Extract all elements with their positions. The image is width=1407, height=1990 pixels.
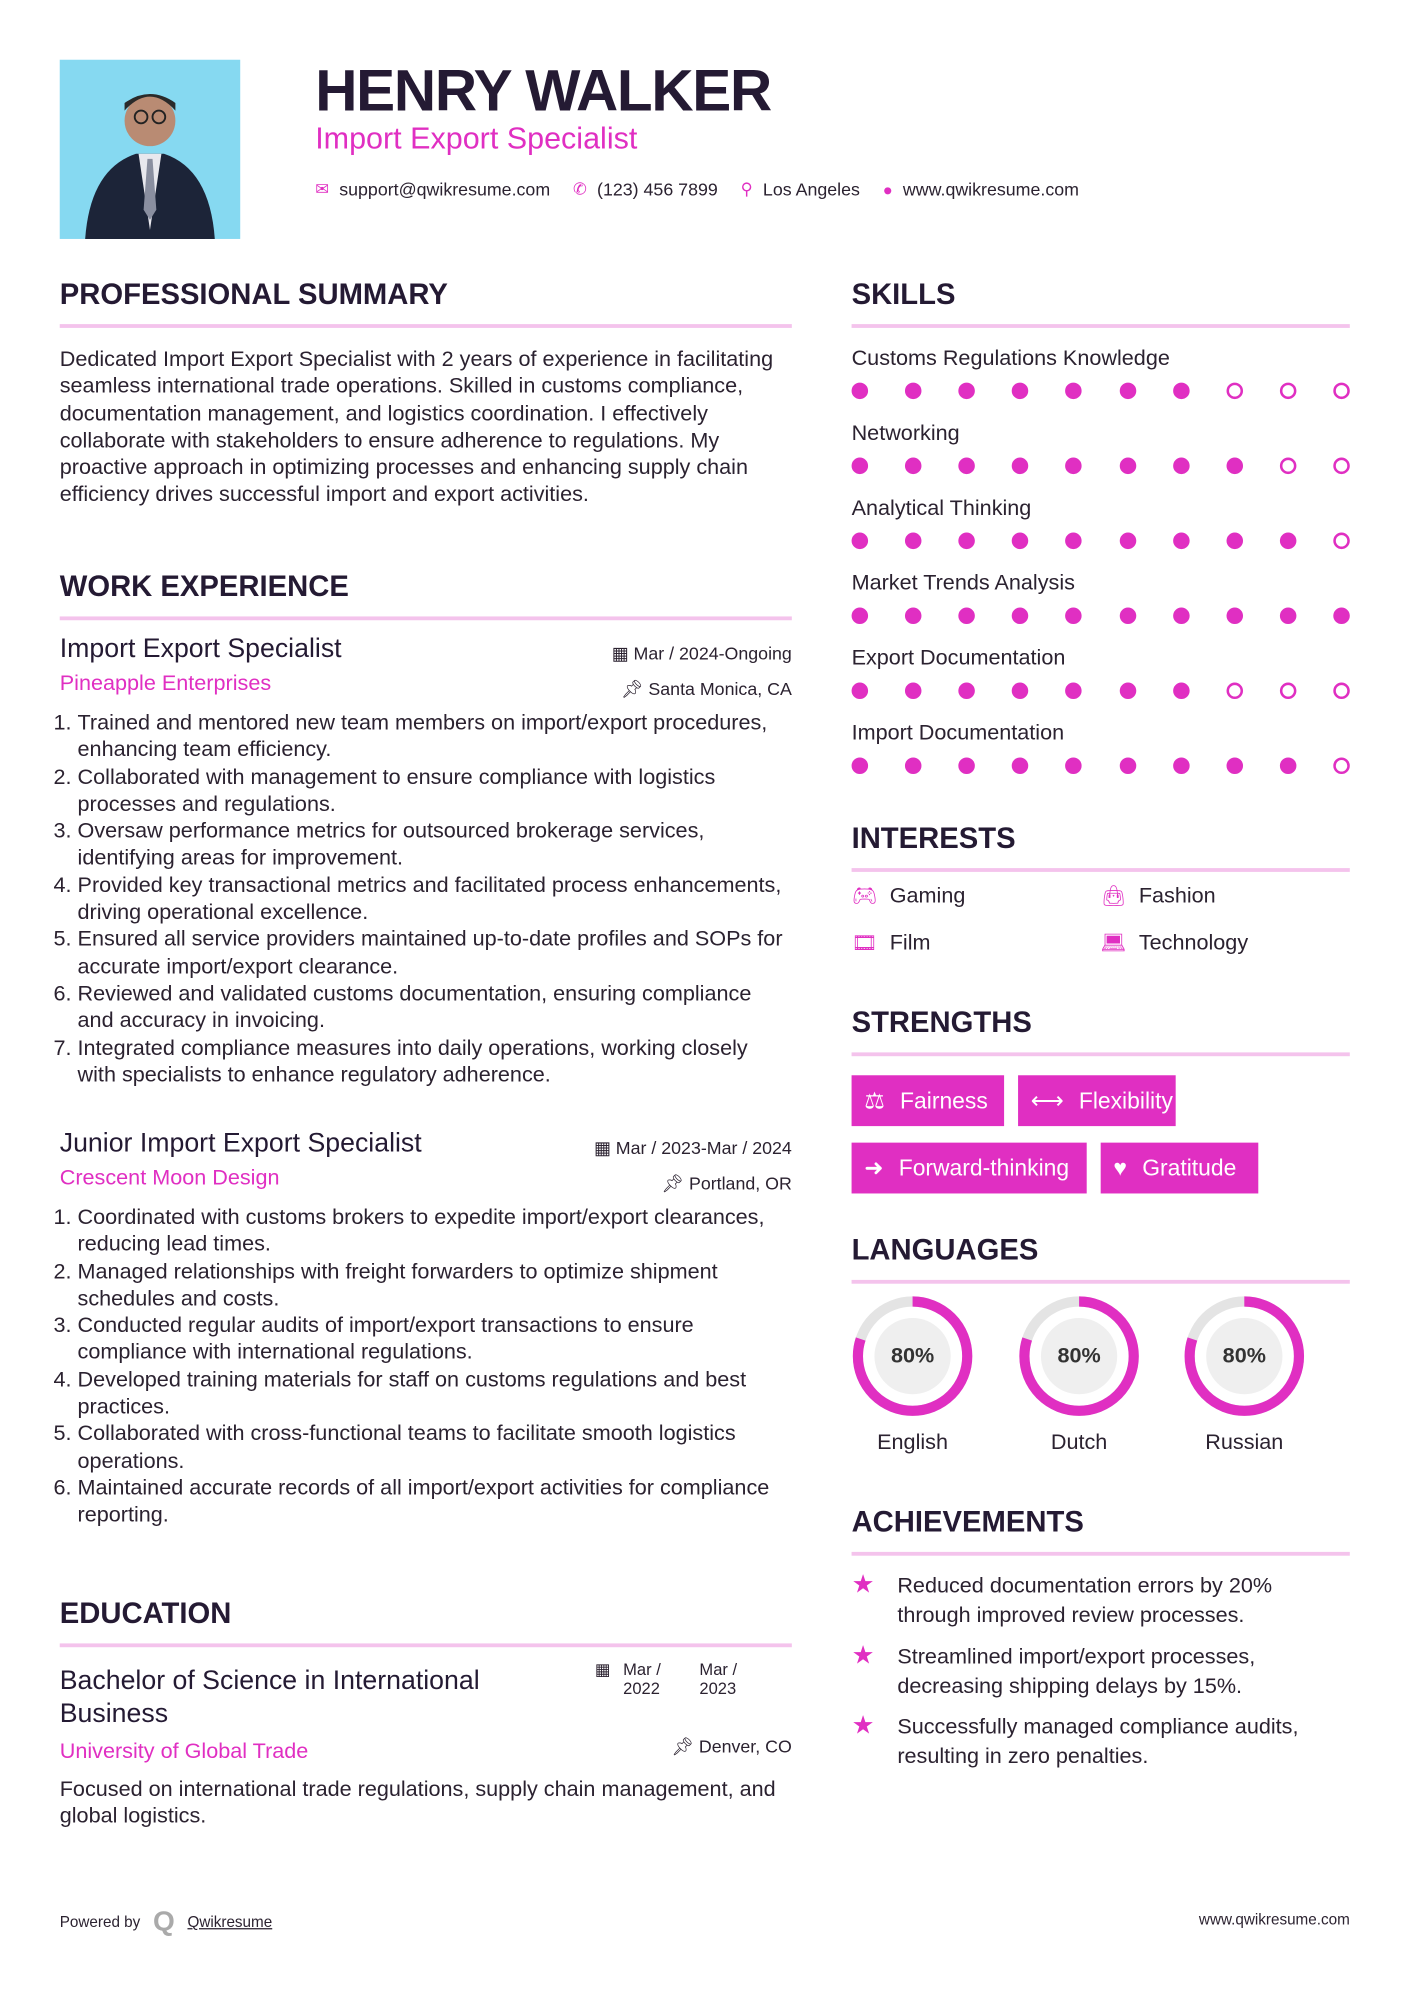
email-icon: ✉: [315, 179, 330, 199]
languages-section: [852, 1233, 1350, 1462]
skill-rating: [852, 533, 1350, 550]
brand-link[interactable]: Qwikresume: [187, 1912, 273, 1931]
rating-dot-filled: [1066, 758, 1083, 775]
bullet: 6. Reviewed and validated customs documentation, ensuring compliance and accuracy in invoicing.: [78, 980, 792, 1034]
rating-dot-filled: [1280, 608, 1297, 625]
education-heading: EDUCATION: [59, 1596, 232, 1630]
divider: [852, 868, 1350, 872]
bullet: 5. Ensured all service providers maintained up-to-date profiles and SOPs for accurate import/export clearance.: [78, 926, 792, 980]
job-date: ▦ Mar / 2023-Mar / 2024: [594, 1137, 792, 1158]
divider: [852, 1052, 1350, 1056]
job-bullets: [60, 709, 792, 1088]
rating-dot-filled: [1173, 383, 1190, 400]
skills-section: [852, 277, 1350, 796]
rating-dot-filled: [959, 608, 976, 625]
skill-name: Import Documentation: [851, 720, 1065, 745]
achievement-item: ★ Streamlined import/export processes, decreasing shipping delays by 15%.: [852, 1642, 1330, 1700]
rating-dot-filled: [959, 383, 976, 400]
rating-dot-filled: [959, 533, 976, 550]
divider: [852, 1552, 1350, 1556]
company-name: Pineapple Enterprises: [59, 671, 272, 696]
degree-title: Bachelor of Science in International Business: [59, 1666, 480, 1729]
film-icon: 🎞︎: [851, 932, 878, 955]
achievements-heading: ACHIEVEMENTS: [851, 1504, 1084, 1538]
footer-url[interactable]: www.qwikresume.com: [1198, 1910, 1350, 1929]
star-icon: ★: [851, 1712, 875, 1740]
languages-heading: LANGUAGES: [851, 1232, 1039, 1266]
skill-name: Market Trends Analysis: [851, 570, 1075, 595]
laptop-icon: 💻︎: [1100, 932, 1127, 955]
rating-dot-filled: [1173, 608, 1190, 625]
strengths-section: [852, 1005, 1350, 1208]
candidate-name: HENRY WALKER: [315, 57, 771, 124]
summary-section: [60, 277, 792, 508]
strength-forward-thinking: ➜ Forward-thinking: [852, 1143, 1087, 1194]
skill-item: [852, 721, 1350, 796]
phone-icon: ✆: [573, 179, 587, 199]
job-bullets: [60, 1204, 792, 1529]
rating-dot-empty: [1333, 758, 1350, 775]
rating-dot-empty: [1280, 683, 1297, 700]
rating-dot-filled: [1012, 458, 1029, 475]
strength-fairness: ⚖ Fairness: [852, 1075, 1005, 1126]
skill-rating: [852, 383, 1350, 400]
bullet: 5. Collaborated with cross-functional teams to facilitate smooth logistics operations.: [78, 1420, 792, 1474]
achievements-section: [852, 1505, 1350, 1785]
rating-dot-filled: [1173, 533, 1190, 550]
rating-dot-filled: [852, 458, 869, 475]
bullet: 1. Trained and mentored new team members on import/export procedures, enhancing team efficiency.: [78, 709, 792, 763]
qwikresume-logo-icon: Q: [152, 1905, 175, 1938]
skill-item: [852, 496, 1350, 571]
calendar-icon: ▦: [594, 1137, 616, 1158]
rating-dot-empty: [1226, 683, 1243, 700]
pin-icon: 📌︎: [671, 1736, 699, 1757]
website-link[interactable]: www.qwikresume.com: [902, 179, 1079, 200]
skills-heading: SKILLS: [851, 277, 956, 311]
bullet: 3. Oversaw performance metrics for outsourced brokerage services, identifying areas for improvement.: [78, 817, 792, 871]
interests-heading: INTERESTS: [851, 821, 1016, 855]
rating-dot-filled: [905, 458, 922, 475]
education-section: [60, 1596, 792, 1829]
location-pin-icon: ⚲: [740, 179, 753, 199]
rating-dot-filled: [1012, 533, 1029, 550]
divider: [852, 324, 1350, 328]
bullet: 4. Developed training materials for staff on customs regulations and best practices.: [78, 1366, 792, 1420]
rating-dot-filled: [1226, 458, 1243, 475]
school-name: University of Global Trade: [59, 1738, 309, 1763]
pin-icon: 📌︎: [661, 1173, 689, 1194]
globe-icon: ●: [882, 179, 893, 199]
rating-dot-empty: [1333, 383, 1350, 400]
bullet: 4. Provided key transactional metrics and facilitated process enhancements, driving operational excellence.: [78, 872, 792, 926]
job-location: 📌︎ Santa Monica, CA: [620, 678, 792, 700]
rating-dot-empty: [1333, 533, 1350, 550]
skill-item: [852, 346, 1350, 421]
rating-dot-filled: [1012, 758, 1029, 775]
job-title: Junior Import Export Specialist: [59, 1128, 422, 1158]
skill-rating: [852, 458, 1350, 475]
language-name: English: [877, 1429, 949, 1455]
experience-section: [60, 569, 792, 620]
rating-dot-filled: [1226, 608, 1243, 625]
footer-powered: Powered by Q Qwikresume: [59, 1905, 273, 1938]
interest-technology: 💻︎ Technology: [1100, 930, 1249, 955]
star-icon: ★: [851, 1642, 875, 1671]
rating-dot-filled: [1280, 533, 1297, 550]
calendar-icon: ▦: [594, 1659, 611, 1679]
rating-dot-filled: [905, 683, 922, 700]
interest-gaming: 🎮︎ Gaming: [851, 883, 966, 908]
language-name: Dutch: [1050, 1429, 1108, 1455]
email-link[interactable]: support@qwikresume.com: [339, 179, 551, 200]
rating-dot-filled: [959, 683, 976, 700]
rating-dot-filled: [1119, 458, 1136, 475]
rating-dot-filled: [1066, 608, 1083, 625]
achievement-item: ★ Reduced documentation errors by 20% through improved review processes.: [852, 1571, 1330, 1629]
skill-item: [852, 571, 1350, 646]
language-percent: 80%: [1222, 1343, 1266, 1368]
job-entry: [60, 1129, 792, 1529]
rating-dot-filled: [1066, 458, 1083, 475]
divider: [60, 1643, 792, 1647]
language-russian: [1183, 1295, 1305, 1455]
summary-text: Dedicated Import Export Specialist with 2 years of experience in facilitating seamless international trade operations. Skilled in customs compliance, documentation management, and logistics coordination. I effectively collaborate with stakeholders to ensure adherence to regulations. My proactive approach in optimizing processes and enhancing supply chain efficiency drives successful import and export activities.: [59, 346, 774, 507]
strength-gratitude: ♥ Gratitude: [1101, 1143, 1259, 1194]
language-percent: 80%: [1057, 1343, 1101, 1368]
job-title: Import Export Specialist: [59, 634, 342, 664]
profile-photo: [60, 60, 240, 239]
rating-dot-filled: [852, 533, 869, 550]
rating-dot-empty: [1280, 383, 1297, 400]
rating-dot-filled: [852, 383, 869, 400]
skill-item: [852, 421, 1350, 496]
rating-dot-filled: [1119, 383, 1136, 400]
rating-dot-filled: [1012, 383, 1029, 400]
skill-rating: [852, 758, 1350, 775]
skill-name: Analytical Thinking: [851, 495, 1032, 520]
phone-text: (123) 456 7899: [597, 179, 718, 200]
skill-rating: [852, 608, 1350, 625]
language-english: [852, 1295, 974, 1455]
rating-dot-filled: [1173, 683, 1190, 700]
rating-dot-filled: [1119, 758, 1136, 775]
language-percent: 80%: [890, 1343, 935, 1368]
rating-dot-filled: [1012, 608, 1029, 625]
gamepad-icon: 🎮︎: [851, 885, 878, 908]
rating-dot-filled: [852, 683, 869, 700]
rating-dot-filled: [1119, 683, 1136, 700]
strengths-heading: STRENGTHS: [851, 1005, 1032, 1039]
interest-fashion: 👜︎ Fashion: [1100, 883, 1216, 908]
rating-dot-filled: [959, 458, 976, 475]
rating-dot-filled: [1333, 608, 1350, 625]
rating-dot-filled: [1119, 533, 1136, 550]
language-dutch: [1018, 1295, 1140, 1455]
divider: [60, 324, 792, 328]
bullet: 3. Conducted regular audits of import/export transactions to ensure compliance with international regulations.: [78, 1312, 792, 1366]
summary-heading: PROFESSIONAL SUMMARY: [59, 277, 448, 311]
experience-heading: WORK EXPERIENCE: [59, 569, 349, 603]
skill-name: Export Documentation: [851, 645, 1066, 670]
company-name: Crescent Moon Design: [59, 1165, 280, 1190]
interest-film: 🎞︎ Film: [851, 930, 931, 955]
bullet: 1. Coordinated with customs brokers to expedite import/export clearances, reducing lead times.: [78, 1204, 792, 1258]
interests-section: [852, 821, 1350, 974]
language-name: Russian: [1205, 1429, 1284, 1455]
education-description: Focused on international trade regulations, supply chain management, and global logistics.: [59, 1776, 776, 1829]
divider: [60, 616, 792, 620]
rating-dot-filled: [1066, 683, 1083, 700]
achievement-item: ★ Successfully managed compliance audits, resulting in zero penalties.: [852, 1712, 1343, 1770]
skill-name: Customs Regulations Knowledge: [851, 345, 1170, 370]
bullet: 2. Managed relationships with freight forwarders to optimize shipment schedules and costs.: [78, 1258, 792, 1312]
skill-rating: [852, 683, 1350, 700]
calendar-icon: ▦: [611, 643, 634, 664]
rating-dot-filled: [905, 758, 922, 775]
rating-dot-filled: [1226, 758, 1243, 775]
heart-icon: ♥: [1113, 1154, 1127, 1181]
rating-dot-filled: [1066, 383, 1083, 400]
job-location: 📌︎ Portland, OR: [661, 1173, 792, 1194]
job-date: ▦ Mar / 2024-Ongoing: [611, 643, 792, 664]
rating-dot-filled: [905, 383, 922, 400]
bullet: 7. Integrated compliance measures into daily operations, working closely with specialists to enhance regulatory adherence.: [78, 1034, 792, 1088]
rating-dot-filled: [1066, 533, 1083, 550]
candidate-title: Import Export Specialist: [315, 122, 638, 157]
rating-dot-filled: [905, 533, 922, 550]
rating-dot-filled: [852, 758, 869, 775]
bullet: 2. Collaborated with management to ensure compliance with logistics processes and regulations.: [78, 763, 792, 817]
strength-flexibility: ⟷ Flexibility: [1018, 1075, 1176, 1126]
rating-dot-filled: [1119, 608, 1136, 625]
rating-dot-empty: [1226, 383, 1243, 400]
rating-dot-empty: [1333, 683, 1350, 700]
skill-name: Networking: [851, 420, 960, 445]
school-location: 📌︎ Denver, CO: [671, 1736, 792, 1757]
rating-dot-empty: [1280, 458, 1297, 475]
rating-dot-filled: [905, 608, 922, 625]
location-text: Los Angeles: [762, 179, 860, 200]
rating-dot-empty: [1333, 458, 1350, 475]
pin-icon: 📌︎: [620, 678, 649, 700]
education-dates: ▦ Mar / 2022 Mar / 2023: [594, 1659, 738, 1699]
job-entry: [60, 634, 792, 1088]
shopping-bag-icon: 👜︎: [1100, 885, 1127, 908]
rating-dot-filled: [1226, 533, 1243, 550]
star-icon: ★: [851, 1570, 875, 1599]
divider: [852, 1280, 1350, 1284]
rating-dot-filled: [1173, 458, 1190, 475]
skill-item: [852, 646, 1350, 721]
contact-row: [315, 179, 1079, 199]
arrows-horizontal-icon: ⟷: [1030, 1087, 1064, 1113]
skills-list: [852, 346, 1350, 796]
rating-dot-filled: [1280, 758, 1297, 775]
arrow-right-icon: ➜: [864, 1154, 884, 1181]
balance-scale-icon: ⚖: [864, 1087, 885, 1113]
rating-dot-filled: [852, 608, 869, 625]
rating-dot-filled: [1012, 683, 1029, 700]
bullet: 6. Maintained accurate records of all import/export activities for compliance reporting.: [78, 1474, 792, 1528]
rating-dot-filled: [959, 758, 976, 775]
rating-dot-filled: [1173, 758, 1190, 775]
